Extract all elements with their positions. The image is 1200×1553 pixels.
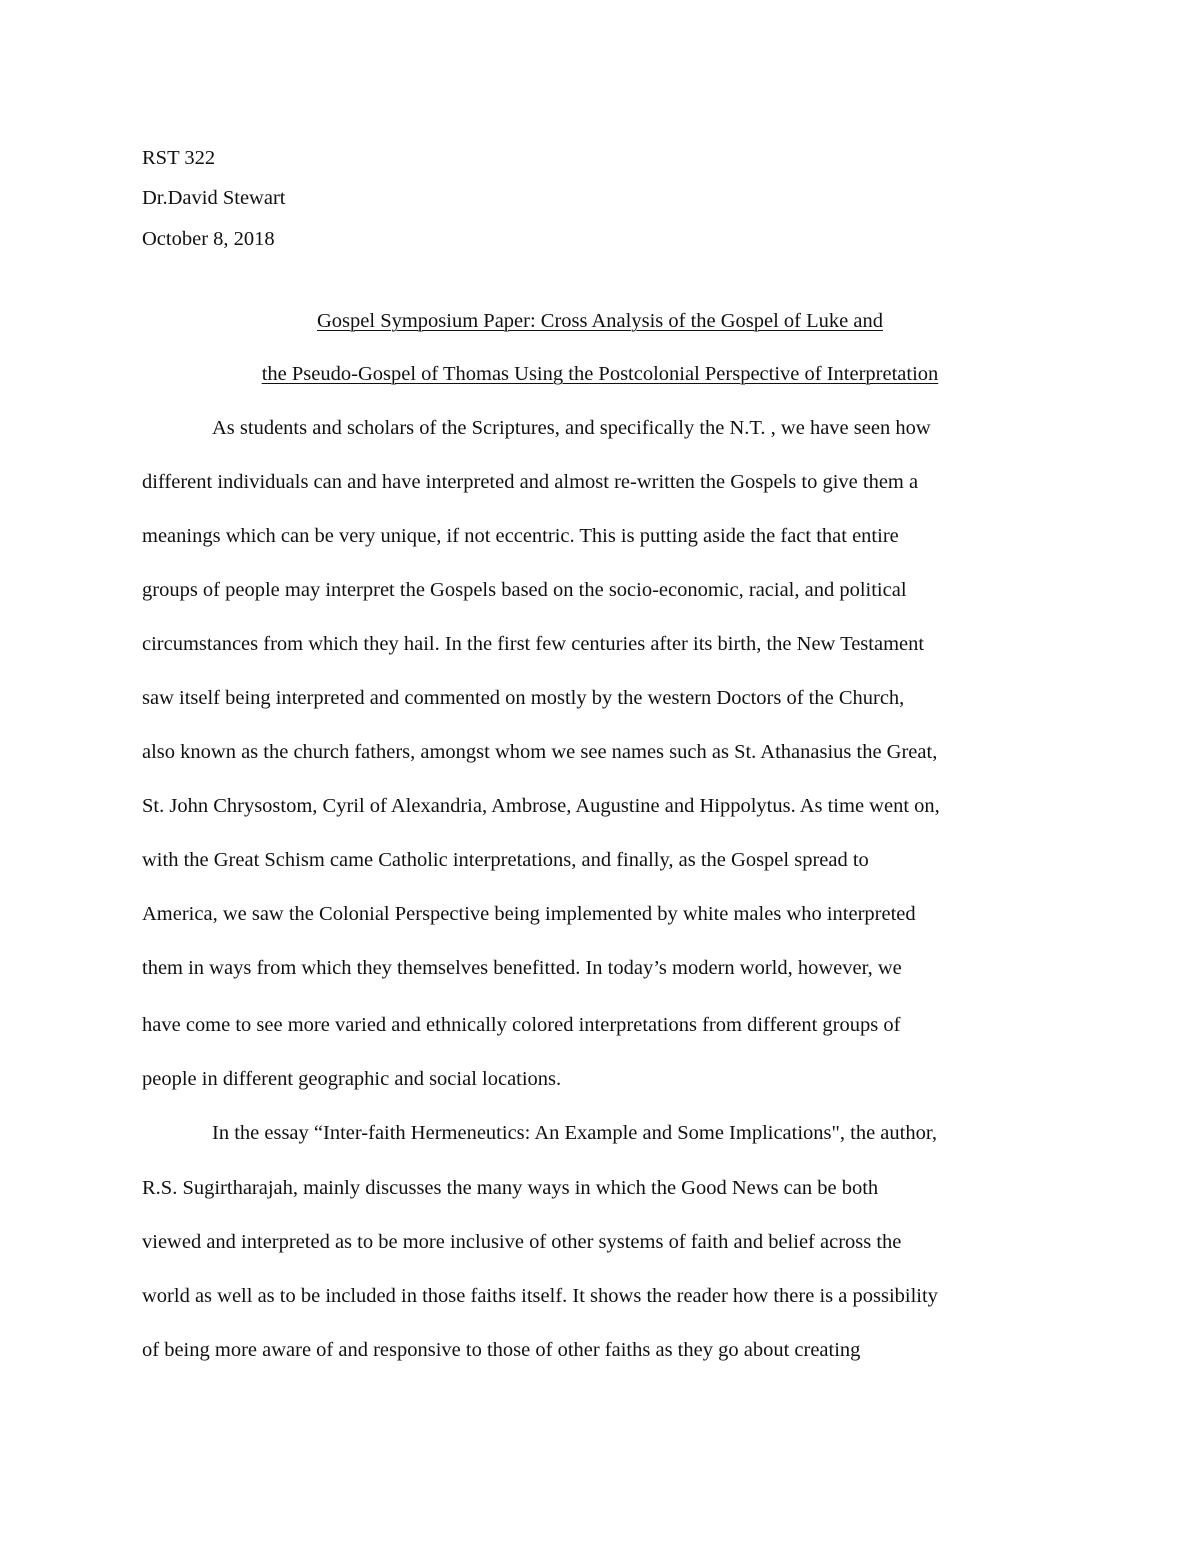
course-code: RST 322 (142, 147, 216, 169)
paper-date: October 8, 2018 (142, 228, 275, 250)
paper-title-line-1: Gospel Symposium Paper: Cross Analysis of the Gospel of Luke and (317, 310, 883, 332)
paragraph-line: R.S. Sugirtharajah, mainly discusses the many ways in which the Good News can be both (142, 1177, 879, 1199)
paragraph-line: groups of people may interpret the Gospels based on the socio-economic, racial, and political (142, 579, 907, 601)
paragraph-line: viewed and interpreted as to be more inclusive of other systems of faith and belief across the (142, 1231, 902, 1253)
instructor-name: Dr.David Stewart (142, 187, 286, 209)
paragraph-line: them in ways from which they themselves benefitted. In today’s modern world, however, we (142, 957, 902, 979)
paragraph-line: America, we saw the Colonial Perspective being implemented by white males who interpreted (142, 903, 916, 925)
paragraph-line: of being more aware of and responsive to those of other faiths as they go about creating (142, 1339, 861, 1361)
paper-title-line-2: the Pseudo-Gospel of Thomas Using the Postcolonial Perspective of Interpretation (261, 363, 939, 385)
paragraph-line: have come to see more varied and ethnically colored interpretations from different groups of (142, 1014, 901, 1036)
paragraph-line: with the Great Schism came Catholic interpretations, and finally, as the Gospel spread to (142, 849, 869, 871)
paragraph-line: meanings which can be very unique, if not eccentric. This is putting aside the fact that entire (142, 525, 899, 547)
paragraph-line: In the essay “Inter-faith Hermeneutics: An Example and Some Implications", the author, (212, 1122, 937, 1144)
paragraph-line: circumstances from which they hail. In the first few centuries after its birth, the New Testament (142, 633, 925, 655)
paragraph-line: people in different geographic and social locations. (142, 1068, 562, 1090)
paragraph-line: saw itself being interpreted and commented on mostly by the western Doctors of the Church, (142, 687, 905, 709)
paragraph-line: different individuals can and have interpreted and almost re-written the Gospels to give them a (142, 471, 919, 493)
paragraph-line: St. John Chrysostom, Cyril of Alexandria, Ambrose, Augustine and Hippolytus. As time went on, (142, 795, 940, 817)
paragraph-line: As students and scholars of the Scriptures, and specifically the N.T. , we have seen how (212, 417, 931, 439)
paragraph-line: world as well as to be included in those faiths itself. It shows the reader how there is a possibility (142, 1285, 938, 1307)
paragraph-line: also known as the church fathers, amongst whom we see names such as St. Athanasius the Great, (142, 741, 938, 763)
